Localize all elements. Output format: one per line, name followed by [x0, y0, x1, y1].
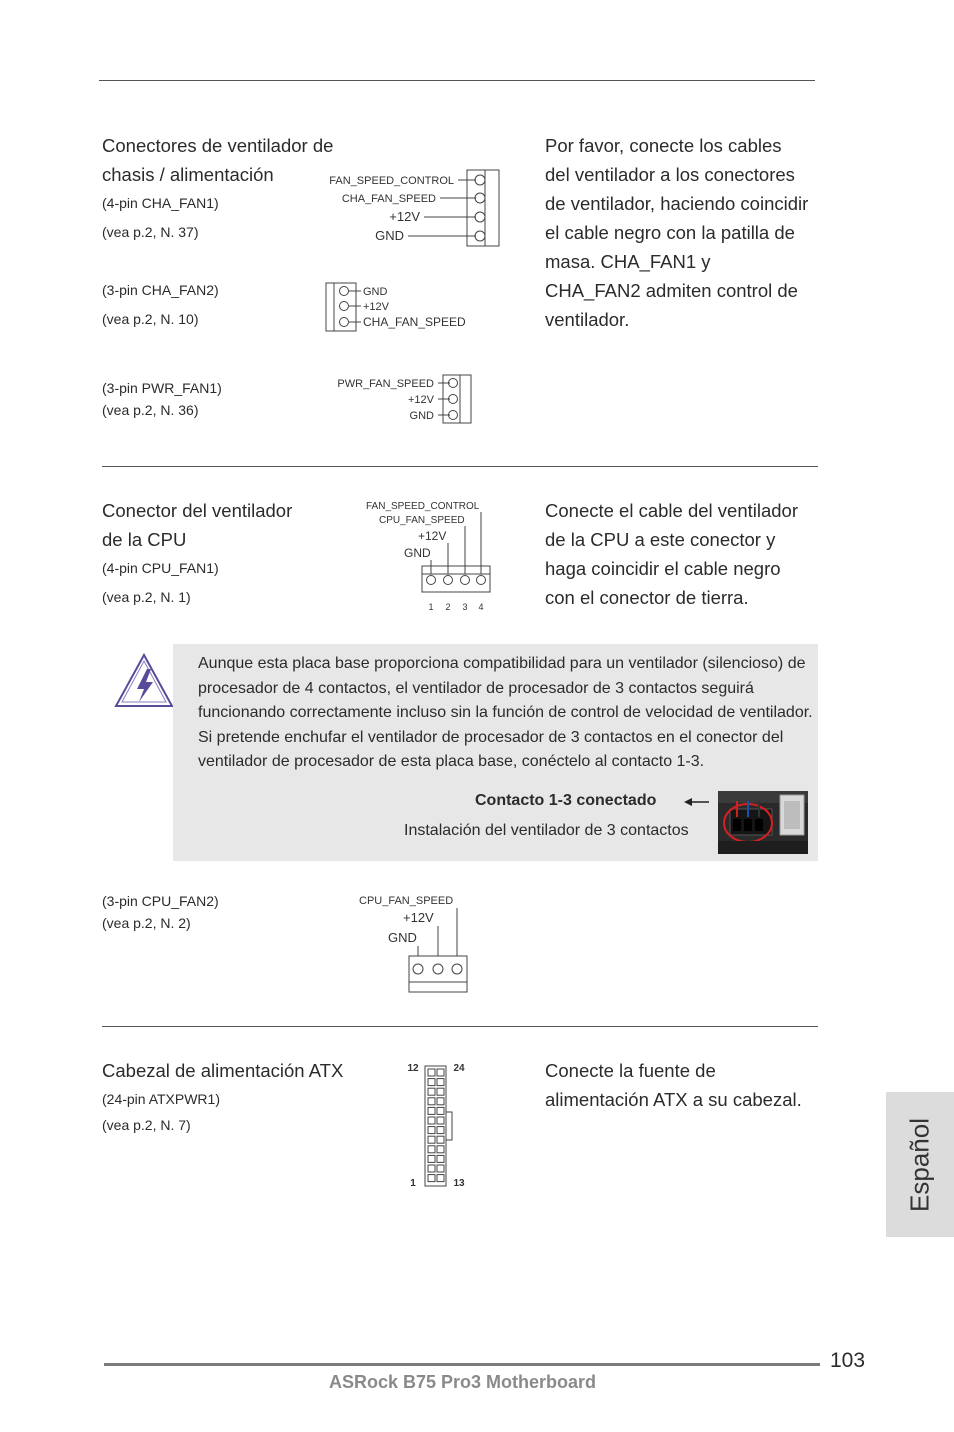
- cpu-fan-title-line1: Conector del ventilador: [102, 500, 293, 521]
- atx-pin-1: 1: [410, 1178, 416, 1189]
- cpu1-pin-3: 3: [462, 602, 468, 612]
- cha-fan1-pins: (4-pin CHA_FAN1): [102, 195, 219, 211]
- footer-rule: [104, 1363, 820, 1366]
- cha1-label-12v: +12V: [389, 209, 420, 224]
- atx-pin: [437, 1175, 444, 1182]
- cpu-fan1-ref: (vea p.2, N. 1): [102, 589, 191, 605]
- cha1-label-speed: CHA_FAN_SPEED: [341, 193, 436, 205]
- atx-pins: (24-pin ATXPWR1): [102, 1091, 220, 1107]
- cpu-fan2-diagram: [352, 890, 477, 995]
- cha-fan-title-line1: Conectores de ventilador de: [102, 135, 334, 156]
- atx-pin: [437, 1117, 444, 1124]
- atx-desc-line: Conecte la fuente de: [545, 1060, 716, 1081]
- atx-pin: [437, 1136, 444, 1143]
- atx-pin: [437, 1127, 444, 1134]
- atx-pin: [437, 1098, 444, 1105]
- cpu-fan-title-line2: de la CPU: [102, 529, 187, 550]
- atx-ref: (vea p.2, N. 7): [102, 1117, 191, 1133]
- atx-pin: [428, 1069, 435, 1076]
- atx-pin-24: 24: [453, 1063, 465, 1074]
- atx-connector-diagram: [400, 1058, 480, 1196]
- cpu-fan-description: [545, 496, 835, 612]
- pwr-fan1-diagram: [320, 372, 480, 427]
- atx-pin-13: 13: [453, 1178, 465, 1189]
- atx-desc-line: alimentación ATX a su cabezal.: [545, 1089, 802, 1110]
- section-divider: [102, 1026, 818, 1027]
- cpu-fan-desc-line: haga coincidir el cable negro: [545, 558, 781, 579]
- cpu-fan1-diagram: [360, 498, 500, 614]
- cha-fan1-ref: (vea p.2, N. 37): [102, 224, 199, 240]
- cha-fan-desc-line: CHA_FAN2 admiten control de: [545, 280, 798, 301]
- atx-pin: [437, 1165, 444, 1172]
- cpu-fan-desc-line: de la CPU a este conector y: [545, 529, 776, 550]
- cpu-fan2-ref: (vea p.2, N. 2): [102, 915, 191, 931]
- atx-pin: [428, 1107, 435, 1114]
- atx-pin: [437, 1155, 444, 1162]
- atx-pin: [428, 1146, 435, 1153]
- cpu2-label-gnd: GND: [388, 930, 417, 945]
- atx-pin: [428, 1136, 435, 1143]
- pwr-fan1-ref: (vea p.2, N. 36): [102, 402, 199, 418]
- cha-fan2-pins: (3-pin CHA_FAN2): [102, 282, 219, 298]
- fan-header-photo: [718, 791, 808, 854]
- contact-label: Contacto 1-3 conectado: [475, 792, 657, 809]
- cha-fan-desc-line: ventilador.: [545, 309, 630, 330]
- atx-pin: [428, 1175, 435, 1182]
- atx-pin: [437, 1088, 444, 1095]
- cha2-label-gnd: GND: [363, 286, 388, 298]
- cha-fan2-diagram: [320, 278, 490, 336]
- cha1-label-gnd: GND: [375, 228, 404, 243]
- cha-fan-desc-line: de ventilador, haciendo coincidir: [545, 193, 809, 214]
- atx-title: Cabezal de alimentación ATX: [102, 1060, 344, 1081]
- cha-fan-description: [545, 131, 835, 334]
- cpu1-label-fsc: FAN_SPEED_CONTROL: [366, 501, 480, 512]
- cha2-label-speed: CHA_FAN_SPEED: [363, 315, 466, 329]
- cpu-fan-desc-line: con el conector de tierra.: [545, 587, 749, 608]
- cpu2-label-12v: +12V: [403, 910, 434, 925]
- atx-pin: [428, 1098, 435, 1105]
- pwr-label-12v: +12V: [408, 394, 434, 406]
- cpu2-label-speed: CPU_FAN_SPEED: [359, 895, 454, 907]
- cha-fan-desc-line: Por favor, conecte los cables: [545, 135, 782, 156]
- cha-fan-desc-line: del ventilador a los conectores: [545, 164, 795, 185]
- atx-pin: [437, 1146, 444, 1153]
- cha-fan2-ref: (vea p.2, N. 10): [102, 311, 199, 327]
- cha2-label-12v: +12V: [363, 301, 389, 313]
- atx-pin: [428, 1117, 435, 1124]
- cpu1-pin-1: 1: [428, 602, 434, 612]
- cpu-fan2-pins: (3-pin CPU_FAN2): [102, 893, 219, 909]
- atx-pin: [428, 1155, 435, 1162]
- atx-pin: [428, 1079, 435, 1086]
- cha-fan-desc-line: el cable negro con la patilla de: [545, 222, 795, 243]
- pwr-fan1-pins: (3-pin PWR_FAN1): [102, 380, 222, 396]
- atx-pin: [437, 1107, 444, 1114]
- install-label: Instalación del ventilador de 3 contactos: [404, 822, 689, 839]
- cha1-label-fsc: FAN_SPEED_CONTROL: [329, 175, 454, 187]
- section-divider: [102, 466, 818, 467]
- atx-pin-12: 12: [407, 1063, 419, 1074]
- cpu1-pin-2: 2: [445, 602, 451, 612]
- atx-pin: [428, 1088, 435, 1095]
- language-tab: [886, 1092, 954, 1237]
- pwr-label-gnd: GND: [409, 410, 434, 422]
- pwr-label-speed: PWR_FAN_SPEED: [337, 378, 434, 390]
- atx-pin: [437, 1069, 444, 1076]
- page-number: 103: [830, 1349, 866, 1372]
- note-text: Aunque esta placa base proporciona compatibilidad para un ventilador (silencioso) de procesador de 4 contactos, el ventilador de procesador de 3 contactos seguirá funcionando correctamente incluso sin la función de control de velocidad de ventilador. Si pretende enchufar el ventilador de procesador de 3 contactos en el conector del ventilador de procesador de esta placa base, conéctelo al contacto 1-3.: [198, 655, 813, 770]
- arrow-left-icon: [682, 795, 710, 809]
- cpu1-label-gnd: GND: [404, 546, 431, 560]
- cpu1-label-speed: CPU_FAN_SPEED: [379, 515, 465, 526]
- warning-icon: [113, 652, 175, 710]
- cha-fan-desc-line: masa. CHA_FAN1 y: [545, 251, 711, 272]
- cpu1-pin-4: 4: [478, 602, 484, 612]
- atx-pin: [437, 1079, 444, 1086]
- language-tab-label: Español: [904, 1117, 935, 1212]
- cpu-fan-desc-line: Conecte el cable del ventilador: [545, 500, 798, 521]
- cha-fan1-diagram: [320, 165, 505, 250]
- atx-pin: [428, 1165, 435, 1172]
- footer-product: ASRock B75 Pro3 Motherboard: [329, 1372, 597, 1392]
- cpu1-label-12v: +12V: [418, 529, 447, 543]
- cha-fan-title-line2: chasis / alimentación: [102, 164, 274, 185]
- top-rule: [99, 80, 815, 81]
- atx-pin: [428, 1127, 435, 1134]
- cpu-fan1-pins: (4-pin CPU_FAN1): [102, 560, 219, 576]
- atx-description: [545, 1056, 835, 1114]
